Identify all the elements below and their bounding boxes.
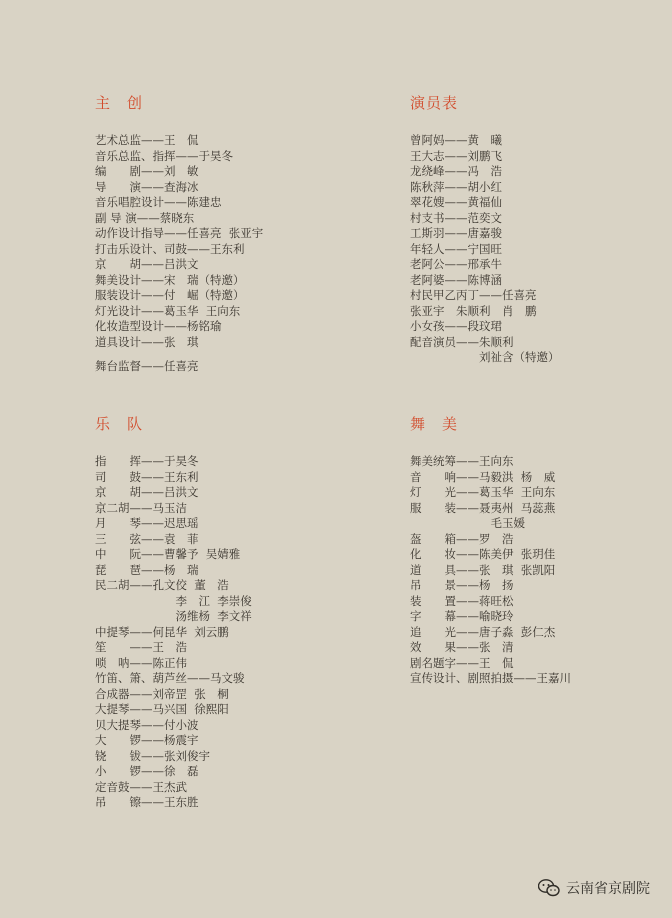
- stage-line: 毛玉媛: [410, 516, 525, 530]
- band-line: 李 江 李崇俊: [95, 593, 252, 608]
- cast-section: [410, 92, 560, 366]
- stage-line: 剧名题字——王 侃: [410, 655, 514, 670]
- band-line: 唢 呐——陈正伟: [95, 655, 187, 670]
- watermark-text: 云南省京剧院: [566, 881, 650, 897]
- cast-list: [410, 133, 560, 366]
- band-line: 小 锣——徐 磊: [95, 764, 199, 778]
- creative-line: 灯光设计——葛玉华 王向东: [95, 303, 241, 318]
- creative-line: 服装设计——付 崛（特邀）: [95, 288, 245, 302]
- band-line: 中提琴——何昆华 刘云鹏: [95, 624, 229, 639]
- band-line: 大 锣——杨震宇: [95, 733, 199, 747]
- stage-line: 盔 箱——罗 浩: [410, 531, 514, 546]
- creative-line: 编 剧——刘 敏: [95, 164, 199, 178]
- creative-heading: 主 创: [95, 94, 144, 112]
- cast-line: 翠花嫂——黄福仙: [410, 195, 502, 209]
- creative-line: 副 导 演——蔡晓东: [95, 210, 195, 225]
- band-line: 中 阮——曹馨予 吴婧雅: [95, 547, 241, 561]
- creative-line: 道具设计——张 琪: [95, 334, 199, 349]
- creative-line: 京 胡——吕洪文: [95, 257, 199, 271]
- band-line: 合成器——刘帝罡 张 桐: [95, 686, 229, 701]
- stage-line: 效 果——张 清: [410, 640, 514, 654]
- creative-line: 音乐唱腔设计——陈建忠: [95, 195, 222, 209]
- stage-line: 道 具——张 琪 张凯阳: [410, 562, 556, 577]
- stage-line: 灯 光——葛玉华 王向东: [410, 485, 556, 499]
- band-line: 京 胡——吕洪文: [95, 485, 199, 499]
- cast-line: 老阿公——邢承牛: [410, 257, 502, 271]
- stage-line: 服 装——聂夷州 马蕊燕: [410, 500, 556, 515]
- creative-line: 导 演——查海冰: [95, 179, 199, 194]
- band-line: 吊 镲——王东胜: [95, 795, 199, 809]
- cast-heading: 演员表: [410, 94, 459, 112]
- stage-list: [410, 454, 571, 687]
- creative-line: 打击乐设计、司鼓——王东利: [95, 241, 245, 256]
- cast-line: 村支书——范奕文: [410, 210, 502, 225]
- cast-line: 年轻人——宁国旺: [410, 241, 502, 256]
- cast-line: 张亚宇 朱顺利 肖 鹏: [410, 303, 537, 318]
- stage-heading: 舞 美: [410, 415, 459, 433]
- cast-line: 龙绕峰——冯 浩: [410, 164, 502, 178]
- band-line: 汤维杨 李文祥: [95, 609, 252, 623]
- cast-line: 刘祉含（特邀）: [410, 350, 560, 364]
- stage-line: 音 响——马毅洪 杨 威: [410, 469, 556, 484]
- stage-line: 装 置——蒋旺松: [410, 593, 514, 608]
- stage-manager-line: 舞台监督——任喜亮: [95, 359, 199, 373]
- band-heading: 乐 队: [95, 415, 144, 433]
- band-line: 琵 琶——杨 瑞: [95, 562, 199, 577]
- wechat-watermark: [538, 878, 650, 898]
- creative-line: 舞美设计——宋 瑞（特邀）: [95, 272, 245, 287]
- band-line: 铙 钹——张刘俊宇: [95, 748, 210, 763]
- stage-line: 吊 景——杨 扬: [410, 578, 514, 592]
- band-line: 笙 ——王 浩: [95, 640, 187, 654]
- stage-line: 宣传设计、剧照拍摄——王嘉川: [410, 671, 571, 685]
- cast-line: 老阿婆——陈博涵: [410, 272, 502, 287]
- cast-line: 村民甲乙丙丁——任喜亮: [410, 288, 537, 302]
- creative-section: [95, 92, 263, 375]
- band-line: 竹笛、箫、葫芦丝——马文骏: [95, 671, 245, 685]
- band-line: 大提琴——马兴国 徐熙阳: [95, 702, 229, 716]
- band-line: 指 挥——于昊冬: [95, 454, 199, 468]
- creative-line: 化妆造型设计——杨铭瑜: [95, 319, 222, 333]
- stage-section: [410, 413, 571, 687]
- creative-line: 动作设计指导——任喜亮 张亚宇: [95, 226, 264, 240]
- band-line: 京二胡——马玉洁: [95, 500, 187, 515]
- stage-line: 追 光——唐子淼 彭仁杰: [410, 624, 556, 639]
- creative-line: 艺术总监——王 侃: [95, 133, 199, 147]
- cast-line: 配音演员——朱顺利: [410, 334, 514, 349]
- band-line: 贝大提琴——付小波: [95, 717, 199, 732]
- band-line: 民二胡——孔文佼 董 浩: [95, 578, 229, 592]
- stage-line: 舞美统筹——王向东: [410, 454, 514, 468]
- band-line: 三 弦——袁 菲: [95, 531, 199, 546]
- band-line: 月 琴——迟思瑶: [95, 516, 199, 530]
- creative-list: [95, 133, 263, 375]
- band-list: [95, 454, 252, 811]
- stage-line: 字 幕——喻晓玲: [410, 609, 514, 623]
- band-section: [95, 413, 252, 811]
- cast-line: 王大志——刘鹏飞: [410, 148, 502, 163]
- cast-line: 曾阿妈——黄 曦: [410, 133, 502, 147]
- creative-line: 音乐总监、指挥——于昊冬: [95, 148, 233, 163]
- cast-line: 小女孩——段玟珺: [410, 319, 502, 333]
- stage-line: 化 妆——陈美伊 张玥佳: [410, 547, 556, 561]
- cast-line: 工斯羽——唐嘉骏: [410, 226, 502, 240]
- cast-line: 陈秋萍——胡小红: [410, 179, 502, 194]
- band-line: 定音鼓——王杰武: [95, 779, 187, 794]
- wechat-icon: [538, 879, 560, 897]
- band-line: 司 鼓——王东利: [95, 469, 199, 484]
